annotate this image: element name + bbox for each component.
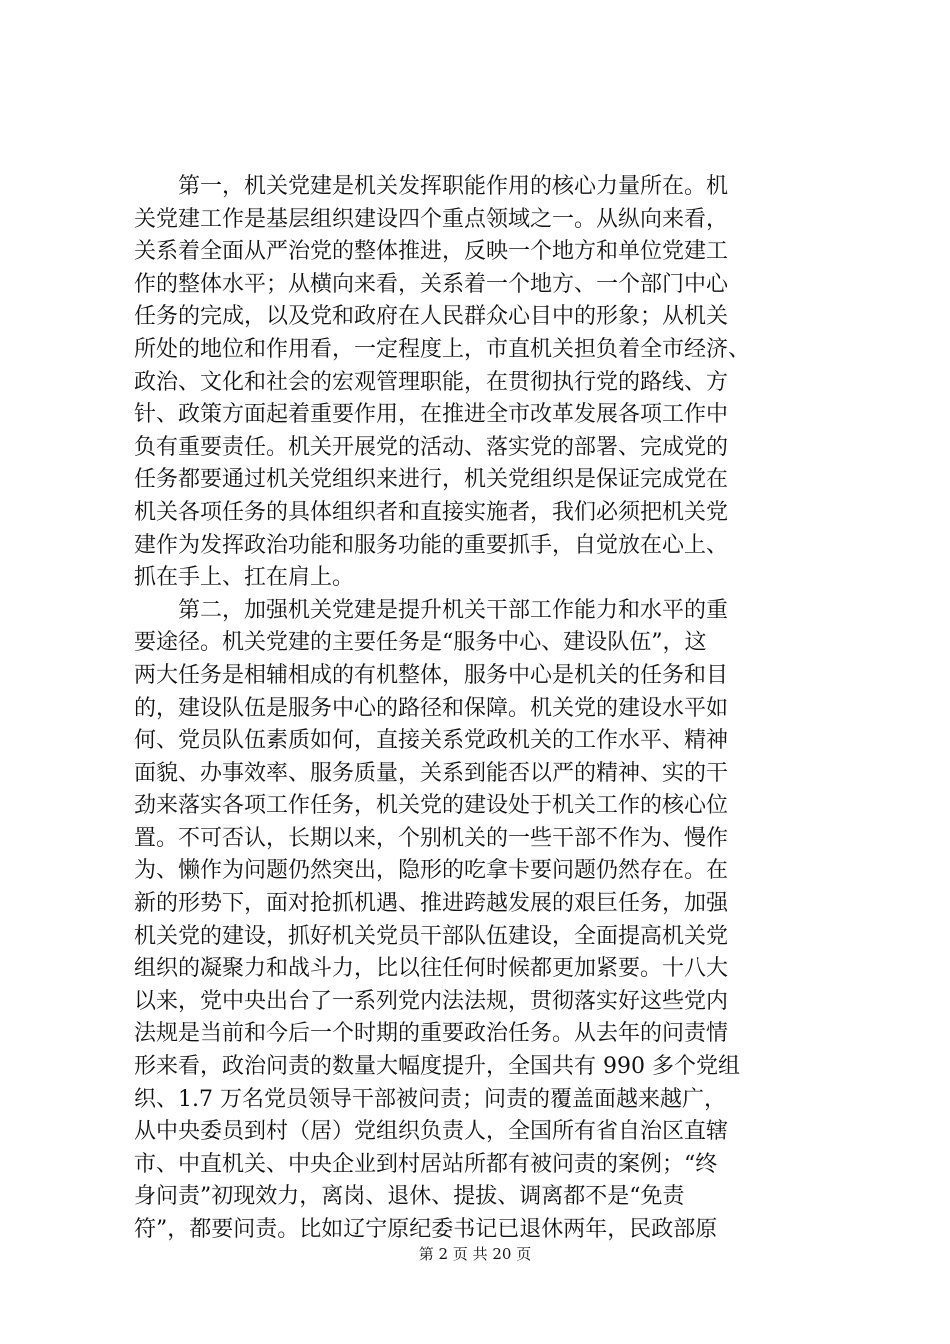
text-line: 面貌、办事效率、服务质量，关系到能否以严的精神、实的干 xyxy=(134,760,729,786)
text-line: 两大任务是相辅相成的有机整体，服务中心是机关的任务和目 xyxy=(134,662,729,688)
text-line: 身问责”初现效力，离岗、退休、提拔、调离都不是“免责 xyxy=(134,1184,685,1210)
text-line: 任务的完成，以及党和政府在人民群众心目中的形象；从机关 xyxy=(134,304,729,330)
text-line: 抓在手上、扛在肩上。 xyxy=(134,565,355,591)
text-line: 组织的凝聚力和战斗力，比以往任何时候都更加紧要。十八大 xyxy=(134,956,729,982)
text-line: 法规是当前和今后一个时期的重要政治任务。从去年的问责情 xyxy=(134,1021,729,1047)
text-line: 第二，加强机关党建是提升机关干部工作能力和水平的重 xyxy=(178,597,729,623)
text-line: 置。不可否认，长期以来，个别机关的一些干部不作为、慢作 xyxy=(134,825,729,851)
text-line: 从中央委员到村（居）党组织负责人，全国所有省自治区直辖 xyxy=(134,1119,729,1145)
text-line: 新的形势下，面对抢抓机遇、推进跨越发展的艰巨任务，加强 xyxy=(134,891,729,917)
page-footer: 第 2 页 共 20 页 xyxy=(418,1245,532,1263)
text-line: 针、政策方面起着重要作用，在推进全市改革发展各项工作中 xyxy=(134,402,729,428)
text-line: 以来，党中央出台了一系列党内法法规，贯彻落实好这些党内 xyxy=(134,988,729,1014)
text-line: 建作为发挥政治功能和服务功能的重要抓手，自觉放在心上、 xyxy=(134,532,729,558)
text-line: 织、1.7 万名党员领导干部被问责；问责的覆盖面越来越广， xyxy=(134,1086,726,1112)
text-line: 何、党员队伍素质如何，直接关系党政机关的工作水平、精神 xyxy=(134,728,729,754)
body-text xyxy=(134,171,824,1247)
text-line: 政治、文化和社会的宏观管理职能，在贯彻执行党的路线、方 xyxy=(134,369,729,395)
text-line: 形来看，政治问责的数量大幅度提升，全国共有 990 多个党组 xyxy=(134,1054,740,1080)
text-line: 第一，机关党建是机关发挥职能作用的核心力量所在。机 xyxy=(178,174,729,199)
text-line: 机关党的建设，抓好机关党员干部队伍建设，全面提高机关党 xyxy=(134,923,729,949)
text-line: 市、中直机关、中央企业到村居站所都有被问责的案例；“终 xyxy=(134,1151,718,1177)
text-line: 要途径。机关党建的主要任务是“服务中心、建设队伍”，这 xyxy=(134,630,707,656)
text-line: 为、懒作为问题仍然突出，隐形的吃拿卡要问题仍然存在。在 xyxy=(134,858,729,884)
text-line: 负有重要责任。机关开展党的活动、落实党的部署、完成党的 xyxy=(134,434,729,460)
text-line: 关党建工作是基层组织建设四个重点领域之一。从纵向来看， xyxy=(134,206,729,232)
text-line: 劲来落实各项工作任务，机关党的建设处于机关工作的核心位 xyxy=(134,793,729,819)
text-line: 的，建设队伍是服务中心的路径和保障。机关党的建设水平如 xyxy=(134,695,729,721)
text-line: 所处的地位和作用看，一定程度上，市直机关担负着全市经济、 xyxy=(134,336,751,362)
text-line: 作的整体水平；从横向来看，关系着一个地方、一个部门中心 xyxy=(134,271,729,297)
text-line: 符”，都要问责。比如辽宁原纪委书记已退休两年，民政部原 xyxy=(134,1217,718,1242)
text-line: 关系着全面从严治党的整体推进，反映一个地方和单位党建工 xyxy=(134,239,729,265)
text-line: 机关各项任务的具体组织者和直接实施者，我们必须把机关党 xyxy=(134,499,729,525)
text-line: 任务都要通过机关党组织来进行，机关党组织是保证完成党在 xyxy=(134,467,729,493)
